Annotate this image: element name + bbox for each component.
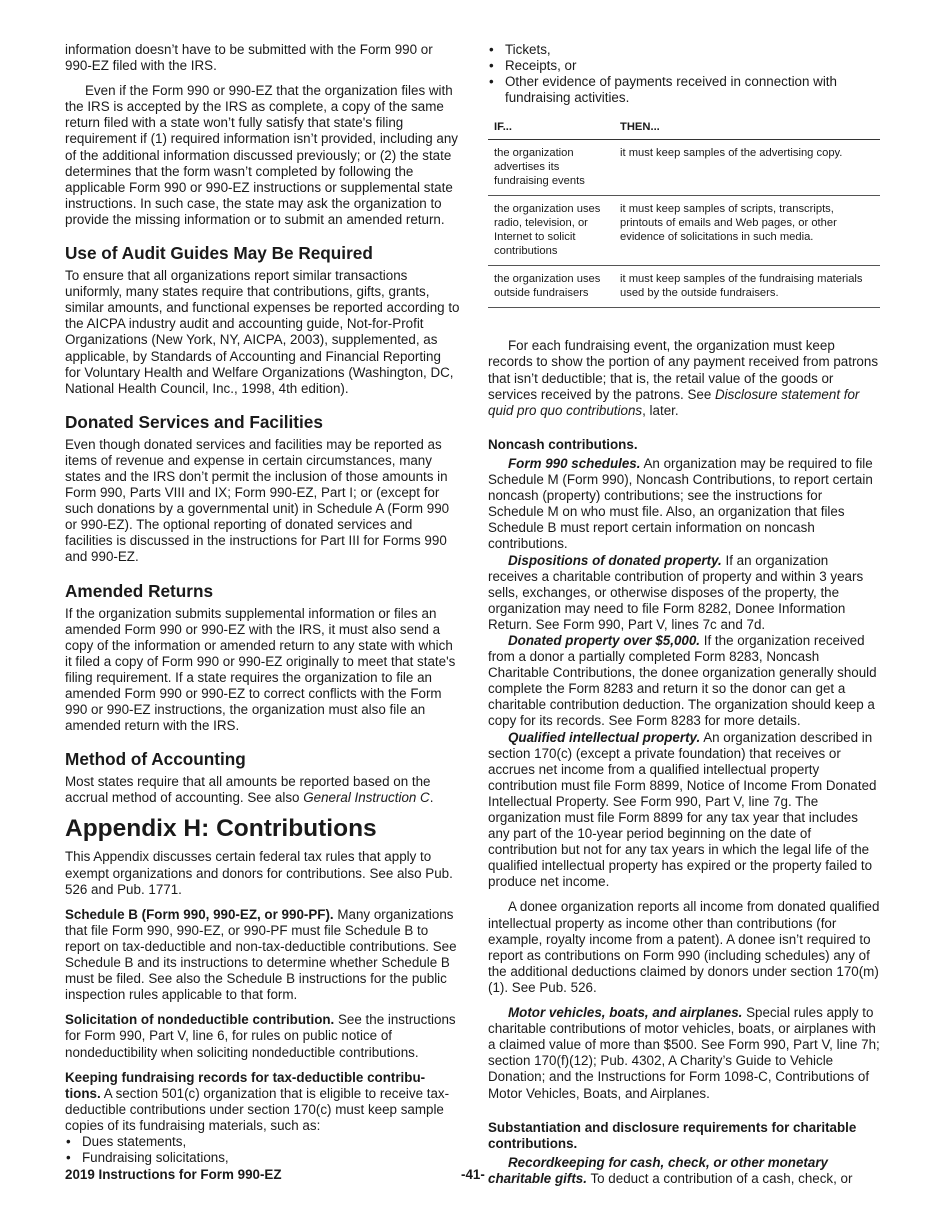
table-header-row <box>488 116 880 140</box>
solicitation-lead: Solicitation of nondeductible contribution. <box>65 1012 335 1028</box>
fundraising-records-paragraph: Keeping fundraising records for tax-deductible contribu-tions. A section 501(c) organization that is eligible to receive tax-deductible contributions under section 170(c) must keep sample copies of its fundraising materials, such as: <box>65 1069 450 1133</box>
table-row <box>488 140 880 196</box>
table-cell: it must keep samples of the fundraising materials used by the outside fundraisers. <box>614 266 880 308</box>
method-accounting-paragraph: Most states require that all amounts be reported based on the accrual method of accounting. See also General Instruction C. <box>65 774 434 806</box>
motor-vehicles-paragraph: Motor vehicles, boats, and airplanes. Special rules apply to charitable contributions of motor vehicles, boats, or airplanes with a claimed value of more than $500. See Form 990, Part V, line 7h; section 170(f)(12); Pub. 4302, A Charity’s Guide to Vehicle Donation; and the Instructions for Form 1098-C, Contributions of Motor Vehicles, Boats, and Airplanes. <box>488 1005 880 1101</box>
intellectual-property-paragraph: Qualified intellectual property. An organization described in section 170(c) (except a private foundation) that receives or accrues net income from a qualified intellectual property contribution must file Form 8899, Notice of Income From Donated Intellectual Property. See Form 990, Part V, line 7g. The organization must file Form 8899 for any tax year that includes any part of the 10-year period beginning on the date of contribution but not for any tax years in which the legal life of the qualified intellectual property has expired or the property failed to produce net income. <box>488 729 877 890</box>
donee-paragraph: A donee organization reports all income from donated qualified intellectual property as income other than contributions (for example, royalty income from a patent). A donee isn’t required to report as contributions on Form 990 (including schedules) any of the additional deductions claimed by donors under section 170(m)(1). See Pub. 526. <box>488 899 880 995</box>
table-row <box>488 266 880 308</box>
intro-paragraph: information doesn’t have to be submitted with the Form 990 or 990-EZ filed with the IRS. <box>65 42 433 74</box>
amended-returns-paragraph: If the organization submits supplemental information or files an amended Form 990 or 990-EZ with the IRS, it must also send a copy of the information or amended return to any state with which it filed a copy of Form 990 or 990-EZ originally to meet that state's filing requirement. If a state requires the organization to file an amended Form 990 or 990-EZ to correct conflicts with the Form 990 or 990-EZ instructions, the organization must also file an amended return with the IRS. <box>65 605 456 734</box>
substantiation-heading: Substantiation and disclosure requirements for charitable contributions. <box>488 1119 857 1151</box>
schedule-b-lead: Schedule B (Form 990, 990-EZ, or 990-PF). <box>65 906 334 922</box>
table-cell: it must keep samples of the advertising copy. <box>614 140 880 196</box>
fundraising-records-lead: Keeping fundraising records for tax-deductible contribu-tions. <box>65 1069 426 1101</box>
form-990-schedules-lead: Form 990 schedules. <box>508 455 641 471</box>
list-item: • Receipts, or <box>488 58 880 74</box>
list-item: • Tickets, <box>488 42 880 58</box>
disclosure-statement-ref: Disclosure statement for quid pro quo contributions <box>488 386 860 418</box>
footer-form-title: 2019 Instructions for Form 990-EZ <box>65 1167 282 1182</box>
motor-vehicles-lead: Motor vehicles, boats, and airplanes. <box>508 1005 743 1021</box>
method-accounting-heading: Method of Accounting <box>65 749 246 770</box>
general-instruction-ref: General Instruction C <box>303 790 430 806</box>
table-cell: it must keep samples of scripts, transcripts, printouts of emails and Web pages, or other evidence of solicitations in such media. <box>614 196 880 266</box>
recordkeeping-lead: Recordkeeping for cash, check, or other monetary charitable gifts. <box>488 1154 828 1186</box>
donated-property-lead: Donated property over $5,000. <box>508 632 701 648</box>
noncash-heading: Noncash contributions. <box>488 436 638 452</box>
form-990-schedules-paragraph: Form 990 schedules. An organization may be required to file Schedule M (Form 990), Noncash Contributions, to report certain noncash (property) contributions; see the instructions for Schedule M on who must file. Also, an organization that files Schedule B must report certain information on noncash contributions. <box>488 455 873 552</box>
right-column <box>488 42 880 1187</box>
recordkeeping-paragraph: Recordkeeping for cash, check, or other monetary charitable gifts. To deduct a contribution of a cash, check, or <box>488 1154 853 1186</box>
table-header-then: THEN... <box>614 116 880 140</box>
donated-property-paragraph: Donated property over $5,000. If the organization received from a donor a partially completed Form 8283, Noncash Charitable Contributions, the donee organization generally should complete the Form 8283 and return it so the donor can get a charitable contribution deduction. The organization should keep a copy for its records. See Form 8283 for more details. <box>488 632 877 729</box>
fundraising-materials-list <box>65 1134 460 1166</box>
donated-services-paragraph: Even though donated services and facilities may be reported as items of revenue and expense in certain circumstances, many states and the IRS don’t permit the inclusion of those amounts in Form 990, Parts VIII and IX; Form 990-EZ, Part I; or (except for such donations by a governmental unit) in Schedule A (Form 990 or 990-EZ). The optional reporting of donated services and facilities is discussed in the instructions for Part III for Forms 990 and 990-EZ. <box>65 436 450 565</box>
solicitation-paragraph: Solicitation of nondeductible contribution. See the instructions for Form 990, Part V, line 6, for rules on public notice of nondeductibility when soliciting nondeductible contributions. <box>65 1012 456 1060</box>
state-filing-paragraph: Even if the Form 990 or 990-EZ that the organization files with the IRS is accepted by the IRS as complete, a copy of the same return filed with a state won’t fully satisfy that state's filing requirement if (1) required information isn’t provided, including any of the additional information discussed previously; or (2) the state determines that the form wasn’t completed by following the applicable Form 990 or 990-EZ instructions or supplemental state instructions. In such case, the state may ask the organization to provide the missing information or to submit an amended return. <box>65 83 458 227</box>
fundraising-event-paragraph: For each fundraising event, the organization must keep records to show the portion of any payment received from patrons that isn’t deductible; that is, the retail value of the goods or services received by the patrons. See Disclosure statement for quid pro quo contributions, later. <box>488 338 879 418</box>
intellectual-property-lead: Qualified intellectual property. <box>508 729 701 745</box>
dispositions-lead: Dispositions of donated property. <box>508 552 722 568</box>
table-cell: the organization advertises its fundraising events <box>488 140 614 196</box>
appendix-intro: This Appendix discusses certain federal tax rules that apply to exempt organizations and donors for contributions. See also Pub. 526 and Pub. 1771. <box>65 849 453 897</box>
appendix-title: Appendix H: Contributions <box>65 815 377 843</box>
table-header-if: IF... <box>488 116 614 140</box>
if-then-table <box>488 116 880 308</box>
left-column <box>65 42 460 1166</box>
list-item: • Other evidence of payments received in connection with fundraising activities. <box>488 74 880 106</box>
donated-services-heading: Donated Services and Facilities <box>65 411 323 432</box>
audit-guides-heading: Use of Audit Guides May Be Required <box>65 243 373 264</box>
table-cell: the organization uses outside fundraisers <box>488 266 614 308</box>
table-cell: the organization uses radio, television, or Internet to solicit contributions <box>488 196 614 266</box>
footer-page-number: -41- <box>461 1167 485 1182</box>
list-item: • Fundraising solicitations, <box>65 1150 460 1166</box>
list-item: • Dues statements, <box>65 1134 460 1150</box>
dispositions-paragraph: Dispositions of donated property. If an organization receives a charitable contribution of property and within 3 years sells, exchanges, or otherwise disposes of the property, the organization may need to file Form 8282, Donee Information Return. See Form 990, Part V, lines 7c and 7d. <box>488 552 864 632</box>
fundraising-materials-list-cont <box>488 42 880 106</box>
table-row <box>488 196 880 266</box>
schedule-b-paragraph: Schedule B (Form 990, 990-EZ, or 990-PF). Many organizations that file Form 990, 990-EZ, or 990-PF must file Schedule B to report on tax-deductible and non-tax-deductible contributions. See Schedule B and its instructions to determine whether Schedule B must be filed. See also the Schedule B instructions for the public inspection rules applicable to that form. <box>65 906 457 1003</box>
audit-guides-paragraph: To ensure that all organizations report similar transactions uniformly, many states require that contributions, gifts, grants, similar amounts, and functional expenses be reported according to the AICPA industry audit and accounting guide, Not-for-Profit Organizations (New York, NY, AICPA, 2003), supplemented, as applicable, by Standards of Accounting and Financial Reporting for Voluntary Health and Welfare Organizations (Washington, DC, National Health Council, Inc., 1998, 4th edition). <box>65 268 460 396</box>
amended-returns-heading: Amended Returns <box>65 580 214 601</box>
